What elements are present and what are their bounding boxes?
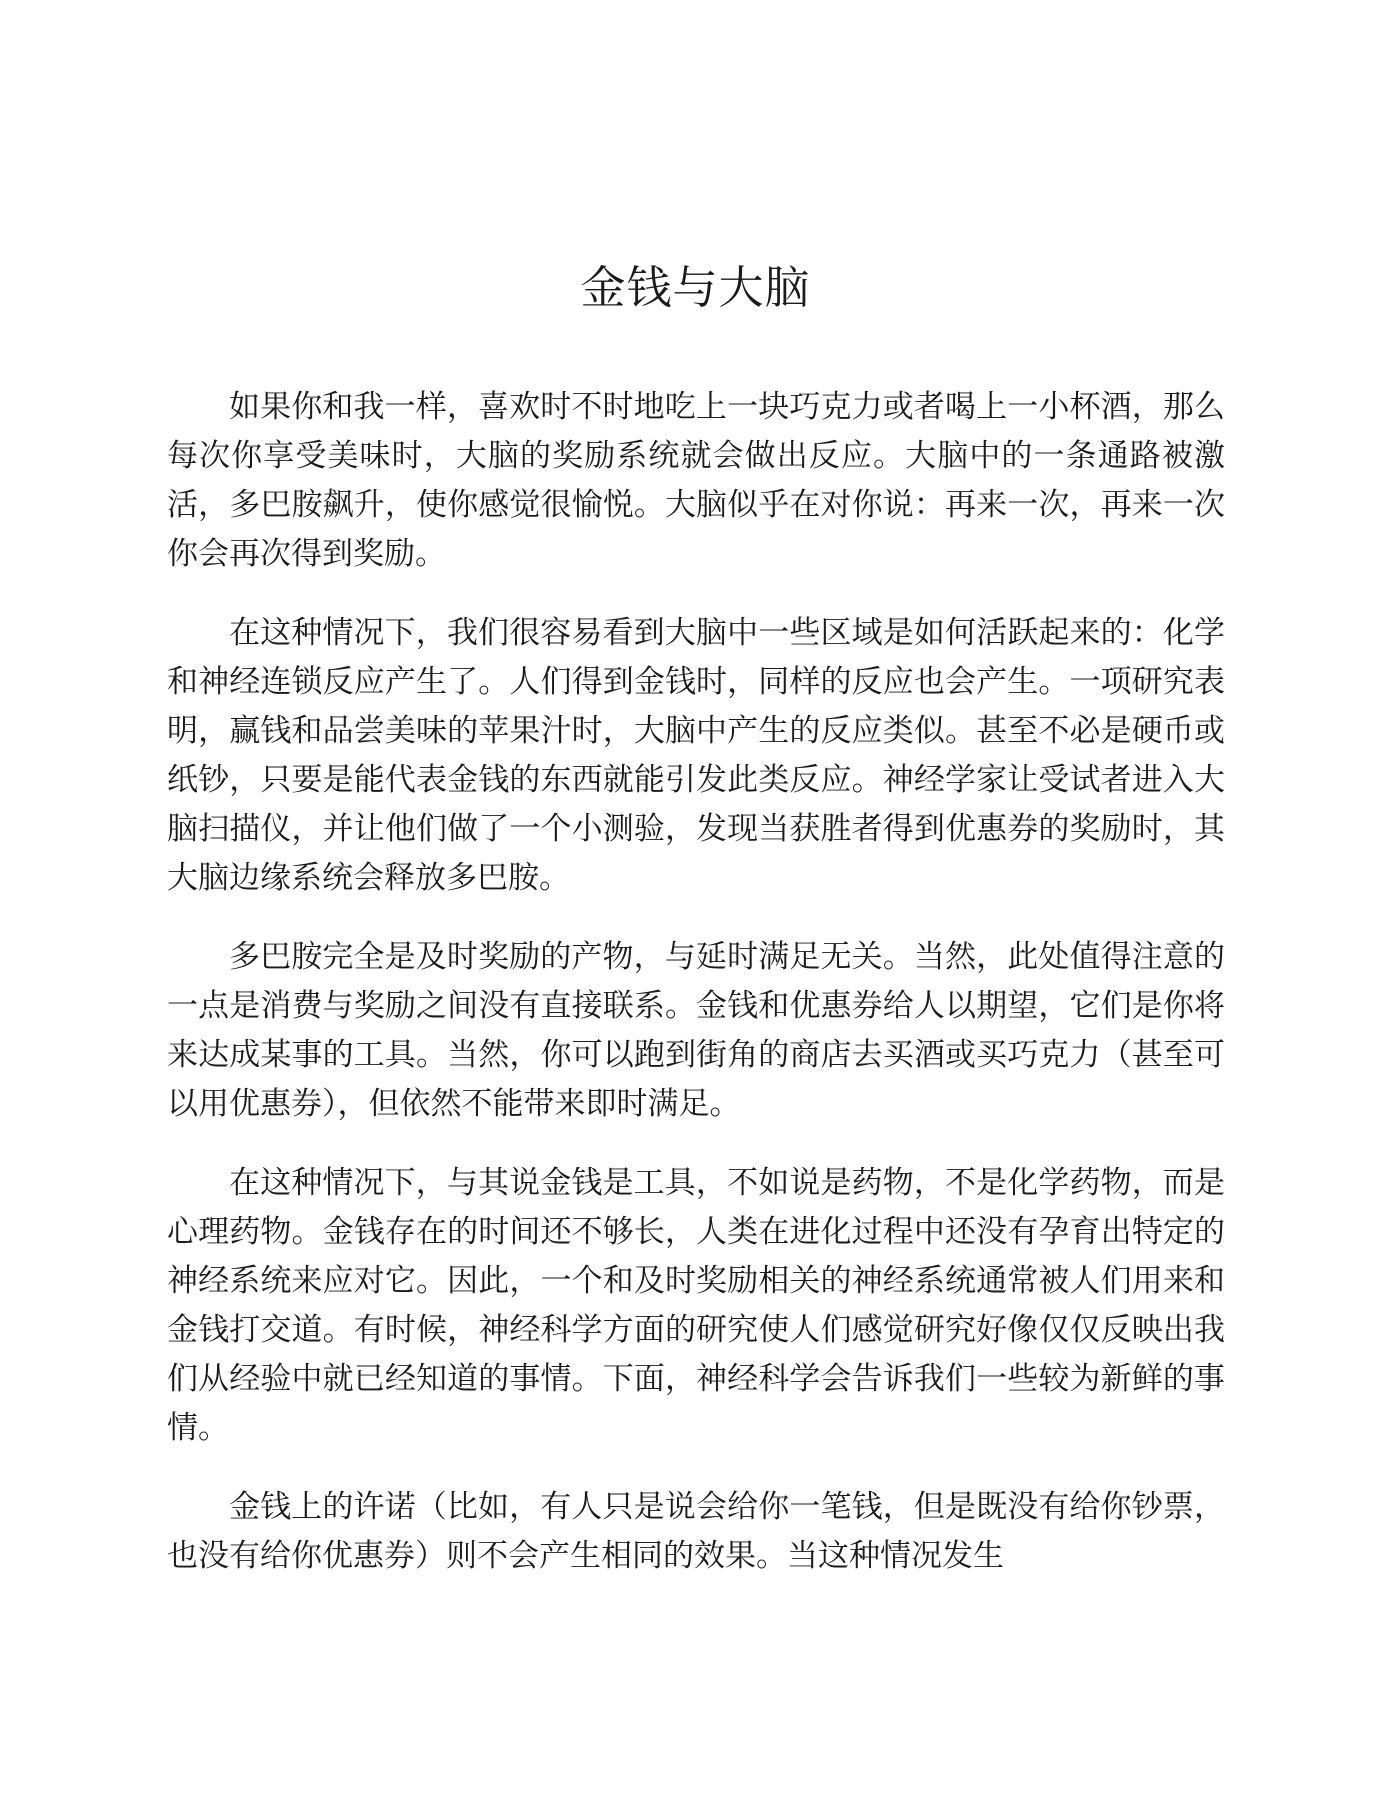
paragraph-5: 金钱上的许诺（比如，有人只是说会给你一笔钱，但是既没有给你钞票，也没有给你优惠券）则不会产生相同的效果。当这种情况发生 (167, 1489, 1225, 1574)
page-title: 金钱与大脑 (580, 261, 811, 314)
paragraph-2: 在这种情况下，我们很容易看到大脑中一些区域是如何活跃起来的：化学和神经连锁反应产生了。人们得到金钱时，同样的反应也会产生。一项研究表明，赢钱和品尝美味的苹果汁时，大脑中产生的反应类似。甚至不必是硬币或纸钞，只要是能代表金钱的东西就能引发此类反应。神经学家让受试者进入大脑扫描仪，并让他们做了一个小测验，发现当获胜者得到优惠券的奖励时，其大脑边缘系统会释放多巴胺。 (167, 615, 1225, 896)
paragraph-4: 在这种情况下，与其说金钱是工具，不如说是药物，不是化学药物，而是心理药物。金钱存在的时间还不够长，人类在进化过程中还没有孕育出特定的神经系统来应对它。因此，一个和及时奖励相关的神经系统通常被人们用来和金钱打交道。有时候，神经科学方面的研究使人们感觉研究好像仅仅反映出我们从经验中就已经知道的事情。下面，神经科学会告诉我们一些较为新鲜的事情。 (167, 1165, 1225, 1446)
paragraph-1: 如果你和我一样，喜欢时不时地吃上一块巧克力或者喝上一小杯酒，那么每次你享受美味时，大脑的奖励系统就会做出反应。大脑中的一条通路被激活，多巴胺飙升，使你感觉很愉悦。大脑似乎在对你说：再来一次，再来一次你会再次得到奖励。 (167, 389, 1225, 572)
document-body (167, 383, 1225, 1611)
paragraph-3: 多巴胺完全是及时奖励的产物，与延时满足无关。当然，此处值得注意的一点是消费与奖励之间没有直接联系。金钱和优惠券给人以期望，它们是你将来达成某事的工具。当然，你可以跑到街角的商店去买酒或买巧克力（甚至可以用优惠券），但依然不能带来即时满足。 (167, 939, 1225, 1122)
